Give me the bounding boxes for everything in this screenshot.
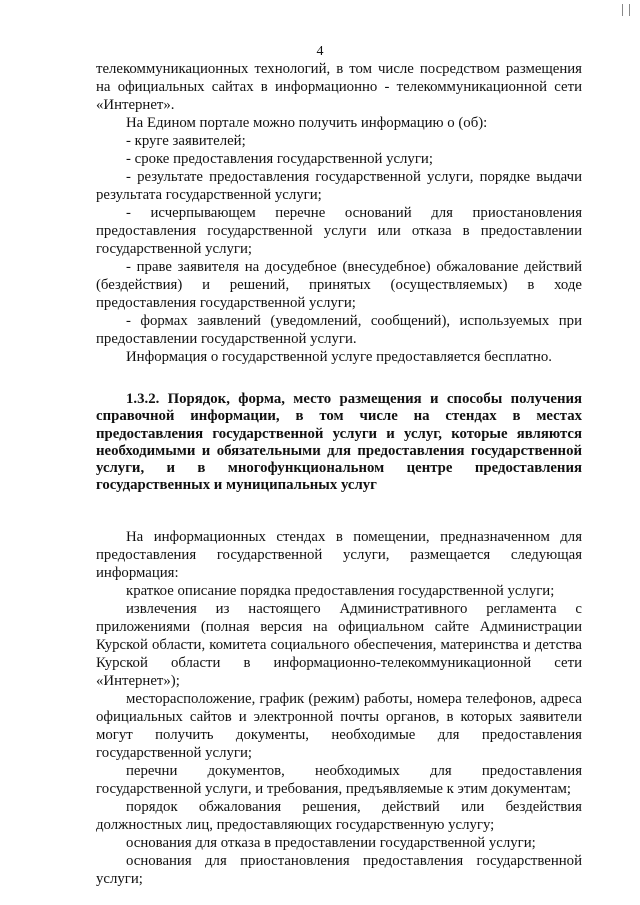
paragraph: телекоммуникационных технологий, в том числе посредством размещения на официальных сайтах в информационно - телекоммуникационной сети «Интернет». [96, 61, 582, 113]
section-heading: 1.3.2. Порядок, форма, место размещения и способы получения справочной информации, в том числе на стендах в местах предоставления государственной услуги и услуг, которые являются необходимыми и обязательными для предоставления государственной услуги, и в многофункциональном центре предоставления государственных и муниципальных услуг [96, 391, 582, 494]
paragraph: На Едином портале можно получить информацию о (об): [126, 115, 488, 131]
list-item: - формах заявлений (уведомлений, сообщений), используемых при предоставлении государственной услуги. [96, 313, 582, 347]
paragraph: Информация о государственной услуге предоставляется бесплатно. [126, 349, 552, 365]
list-item: - круге заявителей; [126, 133, 246, 149]
list-item: основания для приостановления предоставления государственной услуги; [96, 852, 582, 887]
page-number: 4 [316, 44, 324, 59]
list-item: основания для отказа в предоставлении государственной услуги; [126, 834, 536, 851]
list-item: извлечения из настоящего Административного регламента с приложениями (полная версия на официальном сайте Администрации Курской области, комитета социального обеспечения, материнства и детства Курской области в информационно-телекоммуникационной сети «Интернет»); [96, 600, 582, 689]
list-item: - исчерпывающем перечне оснований для приостановления предоставления государственной услуги или отказа в предоставлении государственной услуги; [96, 205, 582, 257]
paragraph: На информационных стендах в помещении, предназначенном для предоставления государственной услуги, размещается следующая информация: [96, 528, 582, 581]
list-item: краткое описание порядка предоставления государственной услуги; [126, 582, 555, 599]
list-item: месторасположение, график (режим) работы, номера телефонов, адреса официальных сайтов и электронной почты органов, в которых заявители могут получить документы, необходимые для предоставления государственной услуги; [96, 690, 582, 761]
list-item: - праве заявителя на досудебное (внесудебное) обжалование действий (бездействия) и решений, принятых (осуществляемых) в ходе предоставления государственной услуги; [96, 259, 582, 311]
list-item: порядок обжалования решения, действий или бездействия должностных лиц, предоставляющих государственную услугу; [96, 798, 582, 833]
list-item: - сроке предоставления государственной услуги; [126, 151, 433, 167]
list-item: перечни документов, необходимых для предоставления государственной услуги, и требования, предъявляемые к этим документам; [96, 762, 582, 797]
document-body [96, 60, 582, 888]
scan-mark [622, 4, 630, 16]
list-item: - результате предоставления государственной услуги, порядке выдачи результата государственной услуги; [96, 169, 582, 203]
